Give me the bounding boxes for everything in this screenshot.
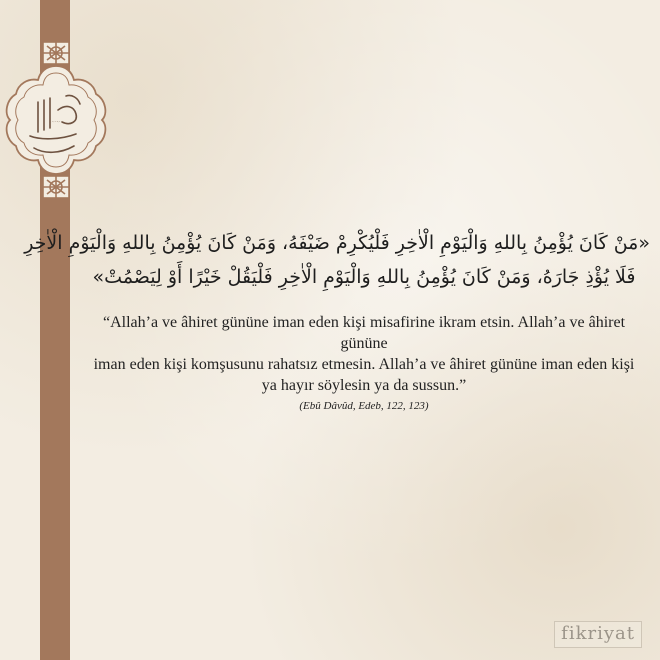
translation-line-2: iman eden kişi komşusunu rahatsız etmesin. Allah’a ve âhiret gününe iman eden kişi: [93, 356, 635, 373]
arabic-line-1: «مَنْ كَانَ يُؤْمِنُ بِاللهِ وَالْيَوْمِ الْاٰخِرِ فَلْيُكْرِمْ ضَيْفَهُ، وَمَنْ كَانَ يُؤْمِنُ بِاللهِ وَالْيَوْمِ الْاٰخِرِ: [24, 232, 650, 254]
translation-line-3: ya hayır söylesin ya da sussun.”: [261, 377, 467, 394]
calligraphy-medallion-icon: [0, 40, 112, 200]
translation: [78, 312, 650, 396]
calligraphy-text: صلى الله عليه وسلم: [51, 122, 61, 123]
hadith-block: [24, 226, 650, 412]
brand-logo: fikriyat: [554, 621, 642, 648]
translation-line-1: “Allah’a ve âhiret gününe iman eden kişi misafirine ikram etsin. Allah’a ve âhiret gününe: [102, 314, 626, 352]
source-citation: (Ebû Dâvûd, Edeb, 122, 123): [299, 400, 429, 412]
arabic-line-2: فَلَا يُؤْذِ جَارَهُ، وَمَنْ كَانَ يُؤْمِنُ بِاللهِ وَالْيَوْمِ الْاٰخِرِ فَلْيَقُلْ خَيْرًا أَوْ لِيَصْمُتْ»: [92, 266, 636, 288]
